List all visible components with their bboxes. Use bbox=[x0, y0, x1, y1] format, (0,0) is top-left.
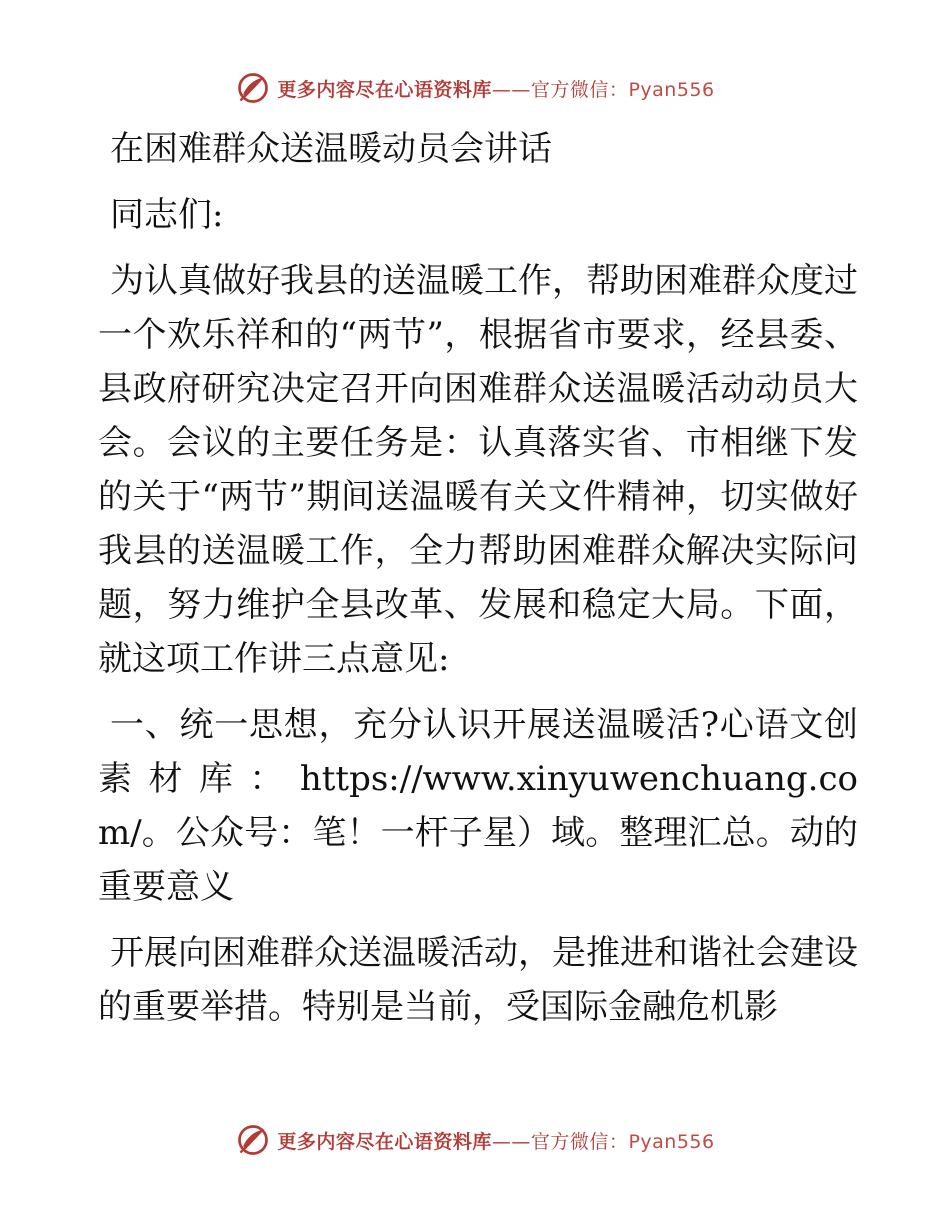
banner-text bbox=[277, 1127, 714, 1154]
banner-sub-text: 官方微信： bbox=[530, 1130, 629, 1153]
paragraph-3: 开展向困难群众送温暖活动，是推进和谐社会建设的重要举措。特别是当前，受国际金融危机影 bbox=[98, 933, 858, 1027]
header-banner bbox=[0, 70, 950, 106]
banner-wechat-id: Pyan556 bbox=[628, 1130, 715, 1153]
footer-banner bbox=[0, 1122, 950, 1158]
document-body bbox=[98, 122, 858, 1046]
banner-separator: —— bbox=[491, 78, 531, 101]
banner-main-text: 更多内容尽在心语资料库 bbox=[277, 1130, 492, 1153]
banner-sub-text: 官方微信： bbox=[530, 78, 629, 101]
banner-separator: —— bbox=[491, 1130, 531, 1153]
document-greeting: 同志们: bbox=[110, 195, 224, 235]
banner-text bbox=[277, 75, 714, 102]
paragraph-2: 一、统一思想，充分认识开展送温暖活?心语文创素材库：https://www.xinyuwenchuang.com/。公众号：笔！一杆子星）域。整理汇总。动的重要意义 bbox=[98, 705, 858, 907]
brand-logo-icon bbox=[235, 70, 271, 106]
paragraph-1: 为认真做好我县的送温暖工作，帮助困难群众度过一个欢乐祥和的“两节”，根据省市要求，经县委、县政府研究决定召开向困难群众送温暖活动动员大会。会议的主要任务是：认真落实省、市相继下发的关于“两节”期间送温暖有关文件精神，切实做好我县的送温暖工作，全力帮助困难群众解决实际问题，努力维护全县改革、发展和稳定大局。下面，就这项工作讲三点意见: bbox=[98, 261, 858, 679]
banner-wechat-id: Pyan556 bbox=[628, 78, 715, 101]
banner-main-text: 更多内容尽在心语资料库 bbox=[277, 78, 492, 101]
document-title: 在困难群众送温暖动员会讲话 bbox=[110, 129, 552, 169]
brand-logo-icon bbox=[235, 1122, 271, 1158]
